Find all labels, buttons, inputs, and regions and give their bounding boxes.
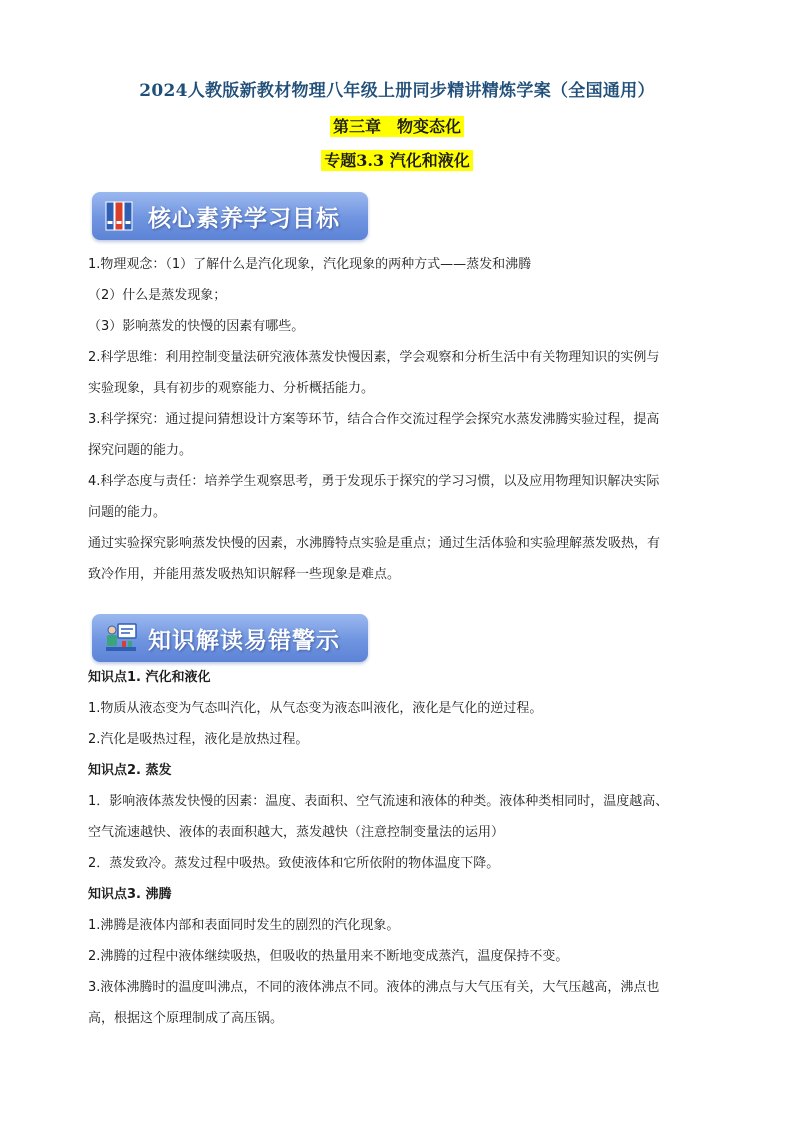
paragraph-line: 3.液体沸腾时的温度叫沸点，不同的液体沸点不同。液体的沸点与大气压有关，大气压越高，沸点也 [88,980,660,995]
section-banner-learning-goals [92,192,368,240]
paragraph-line: 探究问题的能力。 [88,443,193,458]
paragraph-line: 空气流速越快、液体的表面积越大，蒸发越快（注意控制变量法的运用） [88,825,505,840]
paragraph-line: 1.物质从液态变为气态叫汽化，从气态变为液态叫液化，液化是气化的逆过程。 [88,701,543,716]
section-banner-knowledge [92,614,368,662]
paragraph-line: 3.科学探究：通过提问猜想设计方案等环节，结合合作交流过程学会探究水蒸发沸腾实验过程，提高 [88,412,660,427]
paragraph-line: 1．影响液体蒸发快慢的因素：温度、表面积、空气流速和液体的种类。液体种类相同时，温度越高、 [88,794,669,809]
teacher-board-icon [104,621,138,655]
paragraph-line: 2.沸腾的过程中液体继续吸热，但吸收的热量用来不断地变成蒸汽，温度保持不变。 [88,949,569,964]
learning-goals-section [88,249,708,590]
knowledge-point-heading: 知识点2. 蒸发 [88,763,172,778]
paragraph-line: 1.物理观念：（1）了解什么是汽化现象，汽化现象的两种方式——蒸发和沸腾 [88,257,532,272]
section-banner-label: 核心素养学习目标 [148,205,340,232]
document-title: 2024人教版新教材物理八年级上册同步精讲精炼学案（全国通用） [139,81,655,101]
books-icon [104,199,138,233]
paragraph-line: 问题的能力。 [88,505,167,520]
topic-title [0,148,794,171]
paragraph-line: （3）影响蒸发的快慢的因素有哪些。 [88,319,305,334]
paragraph-line: 2.科学思维：利用控制变量法研究液体蒸发快慢因素，学会观察和分析生活中有关物理知识的实例与 [88,350,660,365]
section-banner-label: 知识解读易错警示 [148,627,340,654]
paragraph-line: （2）什么是蒸发现象； [88,288,227,303]
paragraph-line: 1.沸腾是液体内部和表面同时发生的剧烈的汽化现象。 [88,918,400,933]
paragraph-line: 4.科学态度与责任：培养学生观察思考，勇于发现乐于探究的学习习惯，以及应用物理知识解决实际 [88,474,660,489]
paragraph-line: 高，根据这个原理制成了高压锅。 [88,1011,284,1026]
topic-title-text: 专题3.3 汽化和液化 [321,150,472,171]
chapter-title [0,114,794,137]
paragraph-line: 通过实验探究影响蒸发快慢的因素，水沸腾特点实验是重点；通过生活体验和实验理解蒸发吸热，有 [88,536,661,551]
chapter-title-text: 第三章 物变态化 [330,116,464,137]
paragraph-line: 实验现象，具有初步的观察能力、分析概括能力。 [88,381,375,396]
paragraph-line: 致冷作用，并能用蒸发吸热知识解释一些现象是难点。 [88,567,401,582]
knowledge-point-heading: 知识点1. 汽化和液化 [88,670,211,685]
paragraph-line: 2．蒸发致冷。蒸发过程中吸热。致使液体和它所依附的物体温度下降。 [88,856,500,871]
paragraph-line: 2.汽化是吸热过程，液化是放热过程。 [88,732,309,747]
knowledge-point-heading: 知识点3. 沸腾 [88,887,172,902]
knowledge-section [88,662,708,1034]
